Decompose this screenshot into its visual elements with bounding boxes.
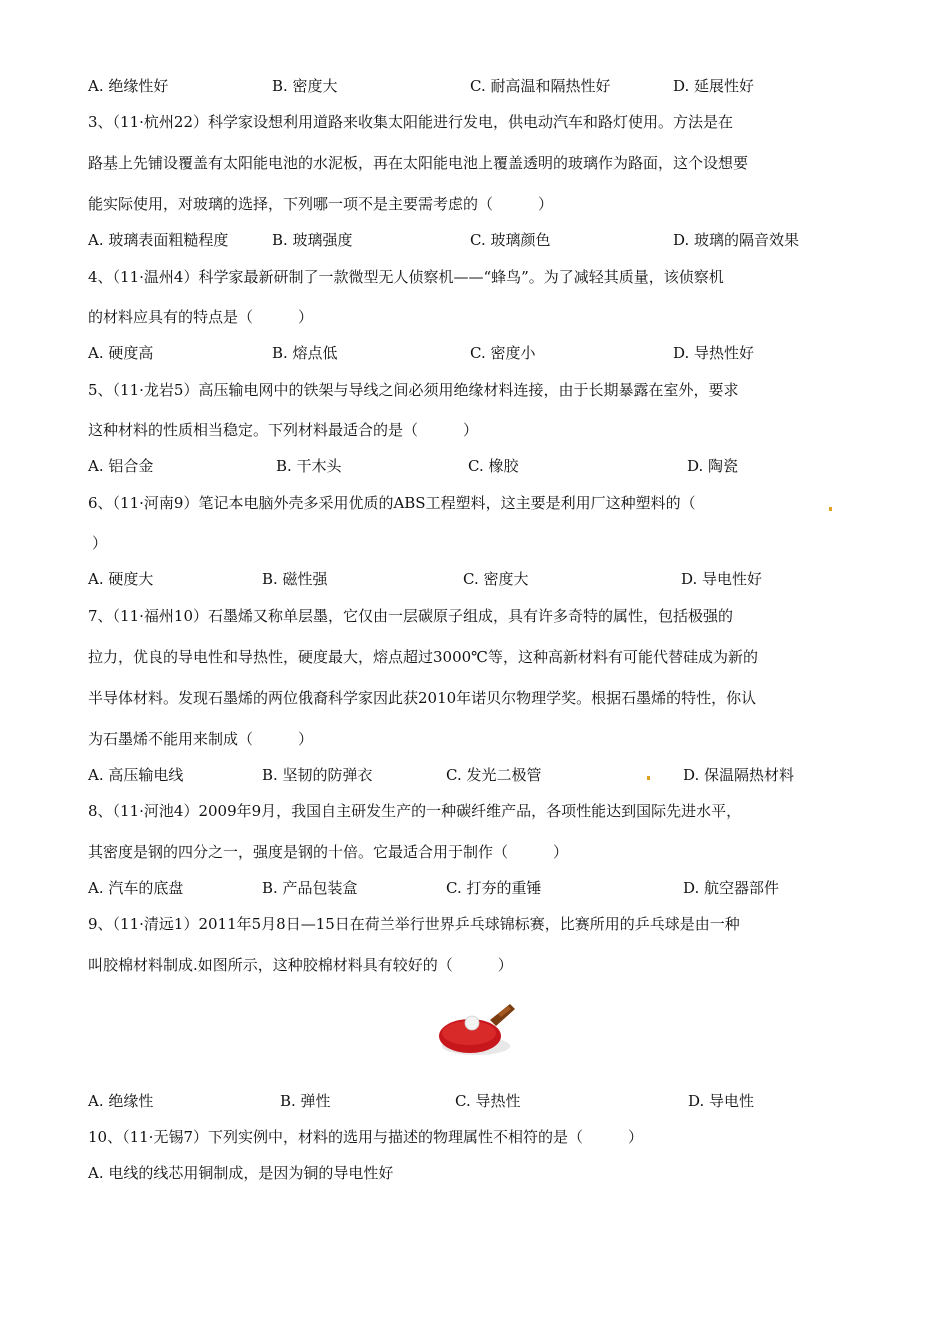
q8-option-b: B. 产品包装盒 (262, 879, 358, 897)
q8-option-d: D. 航空器部件 (683, 879, 780, 897)
q4-option-b: B. 熔点低 (272, 344, 338, 362)
q7-option-b: B. 坚韧的防弹衣 (262, 766, 373, 784)
q6-line-1: 6、（11·河南9）笔记本电脑外壳多采用优质的ABS工程塑料，这主要是利用厂这种塑料的（ (88, 494, 696, 512)
q5-option-a: A. 铝合金 (88, 457, 154, 475)
q2-option-d: D. 延展性好 (673, 77, 755, 95)
q9-line-1: 9、（11·清远1）2011年5月8日—15日在荷兰举行世界乒乓球锦标赛，比赛所用的乒乓球是由一种 (88, 915, 740, 933)
q10-line-1: 10、（11·无锡7）下列实例中，材料的选用与描述的物理属性不相符的是（ ） (88, 1128, 643, 1146)
q9-option-a: A. 绝缘性 (88, 1092, 154, 1110)
q3-option-a: A. 玻璃表面粗糙程度 (88, 231, 229, 249)
q5-option-c: C. 橡胶 (468, 457, 519, 475)
q3-line-1: 3、（11·杭州22）科学家设想利用道路来收集太阳能进行发电，供电动汽车和路灯使用。方法是在 (88, 113, 733, 131)
q4-option-d: D. 导热性好 (673, 344, 755, 362)
q4-option-a: A. 硬度高 (88, 344, 154, 362)
q5-line-1: 5、（11·龙岩5）高压输电网中的铁架与导线之间必须用绝缘材料连接，由于长期暴露在室外，要求 (88, 381, 739, 399)
q3-option-b: B. 玻璃强度 (272, 231, 353, 249)
q4-line-1: 4、（11·温州4）科学家最新研制了一款微型无人侦察机——“蜂鸟”。为了减轻其质量，该侦察机 (88, 268, 724, 286)
q5-option-d: D. 陶瓷 (687, 457, 739, 475)
q7-option-c: C. 发光二极管 (446, 766, 542, 784)
q3-option-d: D. 玻璃的隔音效果 (673, 231, 800, 249)
q3-line-3: 能实际使用，对玻璃的选择，下列哪一项不是主要需考虑的（ ） (88, 195, 554, 213)
q5-option-b: B. 干木头 (276, 457, 342, 475)
q4-option-c: C. 密度小 (470, 344, 536, 362)
q6-line-2: ） (92, 534, 108, 552)
q8-option-a: A. 汽车的底盘 (88, 879, 184, 897)
ping-pong-paddle-icon (436, 998, 518, 1060)
marker-dot (829, 507, 832, 511)
q7-option-a: A. 高压输电线 (88, 766, 184, 784)
q7-line-3: 半导体材料。发现石墨烯的两位俄裔科学家因此获2010年诺贝尔物理学奖。根据石墨烯的特性，你认 (88, 689, 757, 707)
q6-option-c: C. 密度大 (463, 570, 529, 588)
q7-option-d: D. 保温隔热材料 (683, 766, 795, 784)
q10-option-a: A. 电线的线芯用铜制成，是因为铜的导电性好 (88, 1164, 394, 1182)
q8-option-c: C. 打夯的重锤 (446, 879, 542, 897)
q2-option-c: C. 耐高温和隔热性好 (470, 77, 611, 95)
q3-option-c: C. 玻璃颜色 (470, 231, 551, 249)
q9-line-2: 叫胶棉材料制成.如图所示，这种胶棉材料具有较好的（ ） (88, 956, 513, 974)
q8-line-1: 8、（11·河池4）2009年9月，我国自主研发生产的一种碳纤维产品，各项性能达到国际先进水平， (88, 802, 742, 820)
q6-option-b: B. 磁性强 (262, 570, 328, 588)
q5-line-2: 这种材料的性质相当稳定。下列材料最适合的是（ ） (88, 421, 479, 439)
q9-option-d: D. 导电性 (688, 1092, 755, 1110)
q3-line-2: 路基上先铺设覆盖有太阳能电池的水泥板，再在太阳能电池上覆盖透明的玻璃作为路面，这个设想要 (88, 154, 749, 172)
q2-option-a: A. 绝缘性好 (88, 77, 169, 95)
q6-option-d: D. 导电性好 (681, 570, 763, 588)
q9-option-b: B. 弹性 (280, 1092, 331, 1110)
q7-line-2: 拉力，优良的导电性和导热性，硬度最大，熔点超过3000℃等，这种高新材料有可能代替硅成为新的 (88, 648, 758, 666)
q8-line-2: 其密度是钢的四分之一，强度是钢的十倍。它最适合用于制作（ ） (88, 843, 569, 861)
q7-line-4: 为石墨烯不能用来制成（ ） (88, 730, 314, 748)
q6-option-a: A. 硬度大 (88, 570, 154, 588)
marker-dot (647, 776, 650, 780)
q4-line-2: 的材料应具有的特点是（ ） (88, 308, 314, 326)
q9-option-c: C. 导热性 (455, 1092, 521, 1110)
q7-line-1: 7、（11·福州10）石墨烯又称单层墨，它仅由一层碳原子组成，具有许多奇特的属性，包括极强的 (88, 607, 733, 625)
q2-option-b: B. 密度大 (272, 77, 338, 95)
